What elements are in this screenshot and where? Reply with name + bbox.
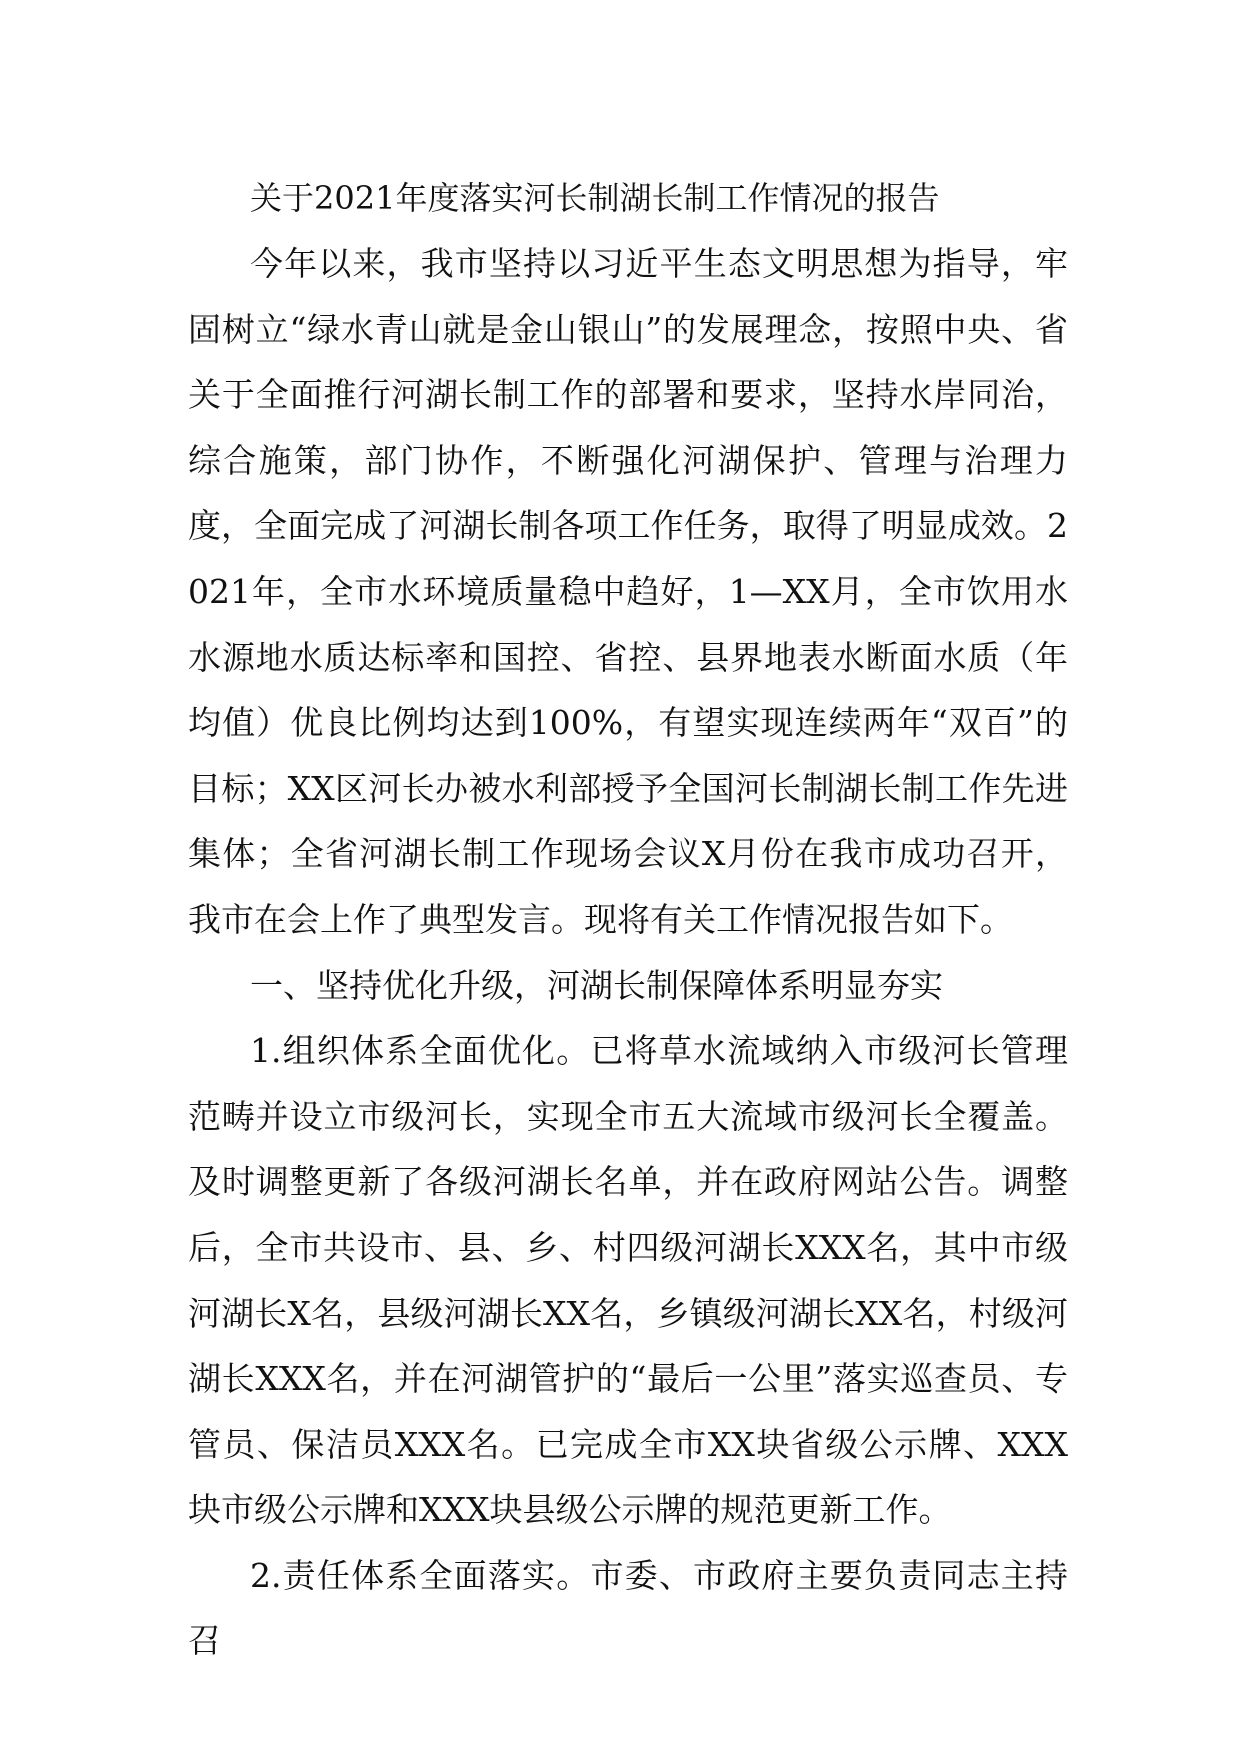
document-title: 关于2021年度落实河长制湖长制工作情况的报告	[250, 179, 940, 217]
document-body	[188, 165, 1068, 1674]
item-2-paragraph: 2.责任体系全面落实。市委、市政府主要负责同志主持召	[188, 1555, 1068, 1661]
item-1-paragraph: 1.组织体系全面优化。已将草水流域纳入市级河长管理范畴并设立市级河长，实现全市五大流域市级河长全覆盖。及时调整更新了各级河湖长名单，并在政府网站公告。调整后，全市共设市、县、乡、村四级河湖长XXX名，其中市级河湖长X名，县级河湖长XX名，乡镇级河湖长XX名，村级河湖长XXX名，并在河湖管护的“最后一公里”落实巡查员、专管员、保洁员XXX名。已完成全市XX块省级公示牌、XXX块市级公示牌和XXX块县级公示牌的规范更新工作。	[188, 1031, 1068, 1530]
intro-paragraph: 今年以来，我市坚持以习近平生态文明思想为指导，牢固树立“绿水青山就是金山银山”的发展理念，按照中央、省关于全面推行河湖长制工作的部署和要求，坚持水岸同治，综合施策，部门协作，不断强化河湖保护、管理与治理力度，全面完成了河湖长制各项工作任务，取得了明显成效。2021年，全市水环境质量稳中趋好，1—XX月，全市饮用水水源地水质达标率和国控、省控、县界地表水断面水质（年均值）优良比例均达到100%，有望实现连续两年“双百”的目标；XX区河长办被水利部授予全国河长制湖长制工作先进集体；全省河湖长制工作现场会议X月份在我市成功召开，我市在会上作了典型发言。现将有关工作情况报告如下。	[188, 244, 1068, 939]
section-heading: 一、坚持优化升级，河湖长制保障体系明显夯实	[250, 965, 943, 1005]
